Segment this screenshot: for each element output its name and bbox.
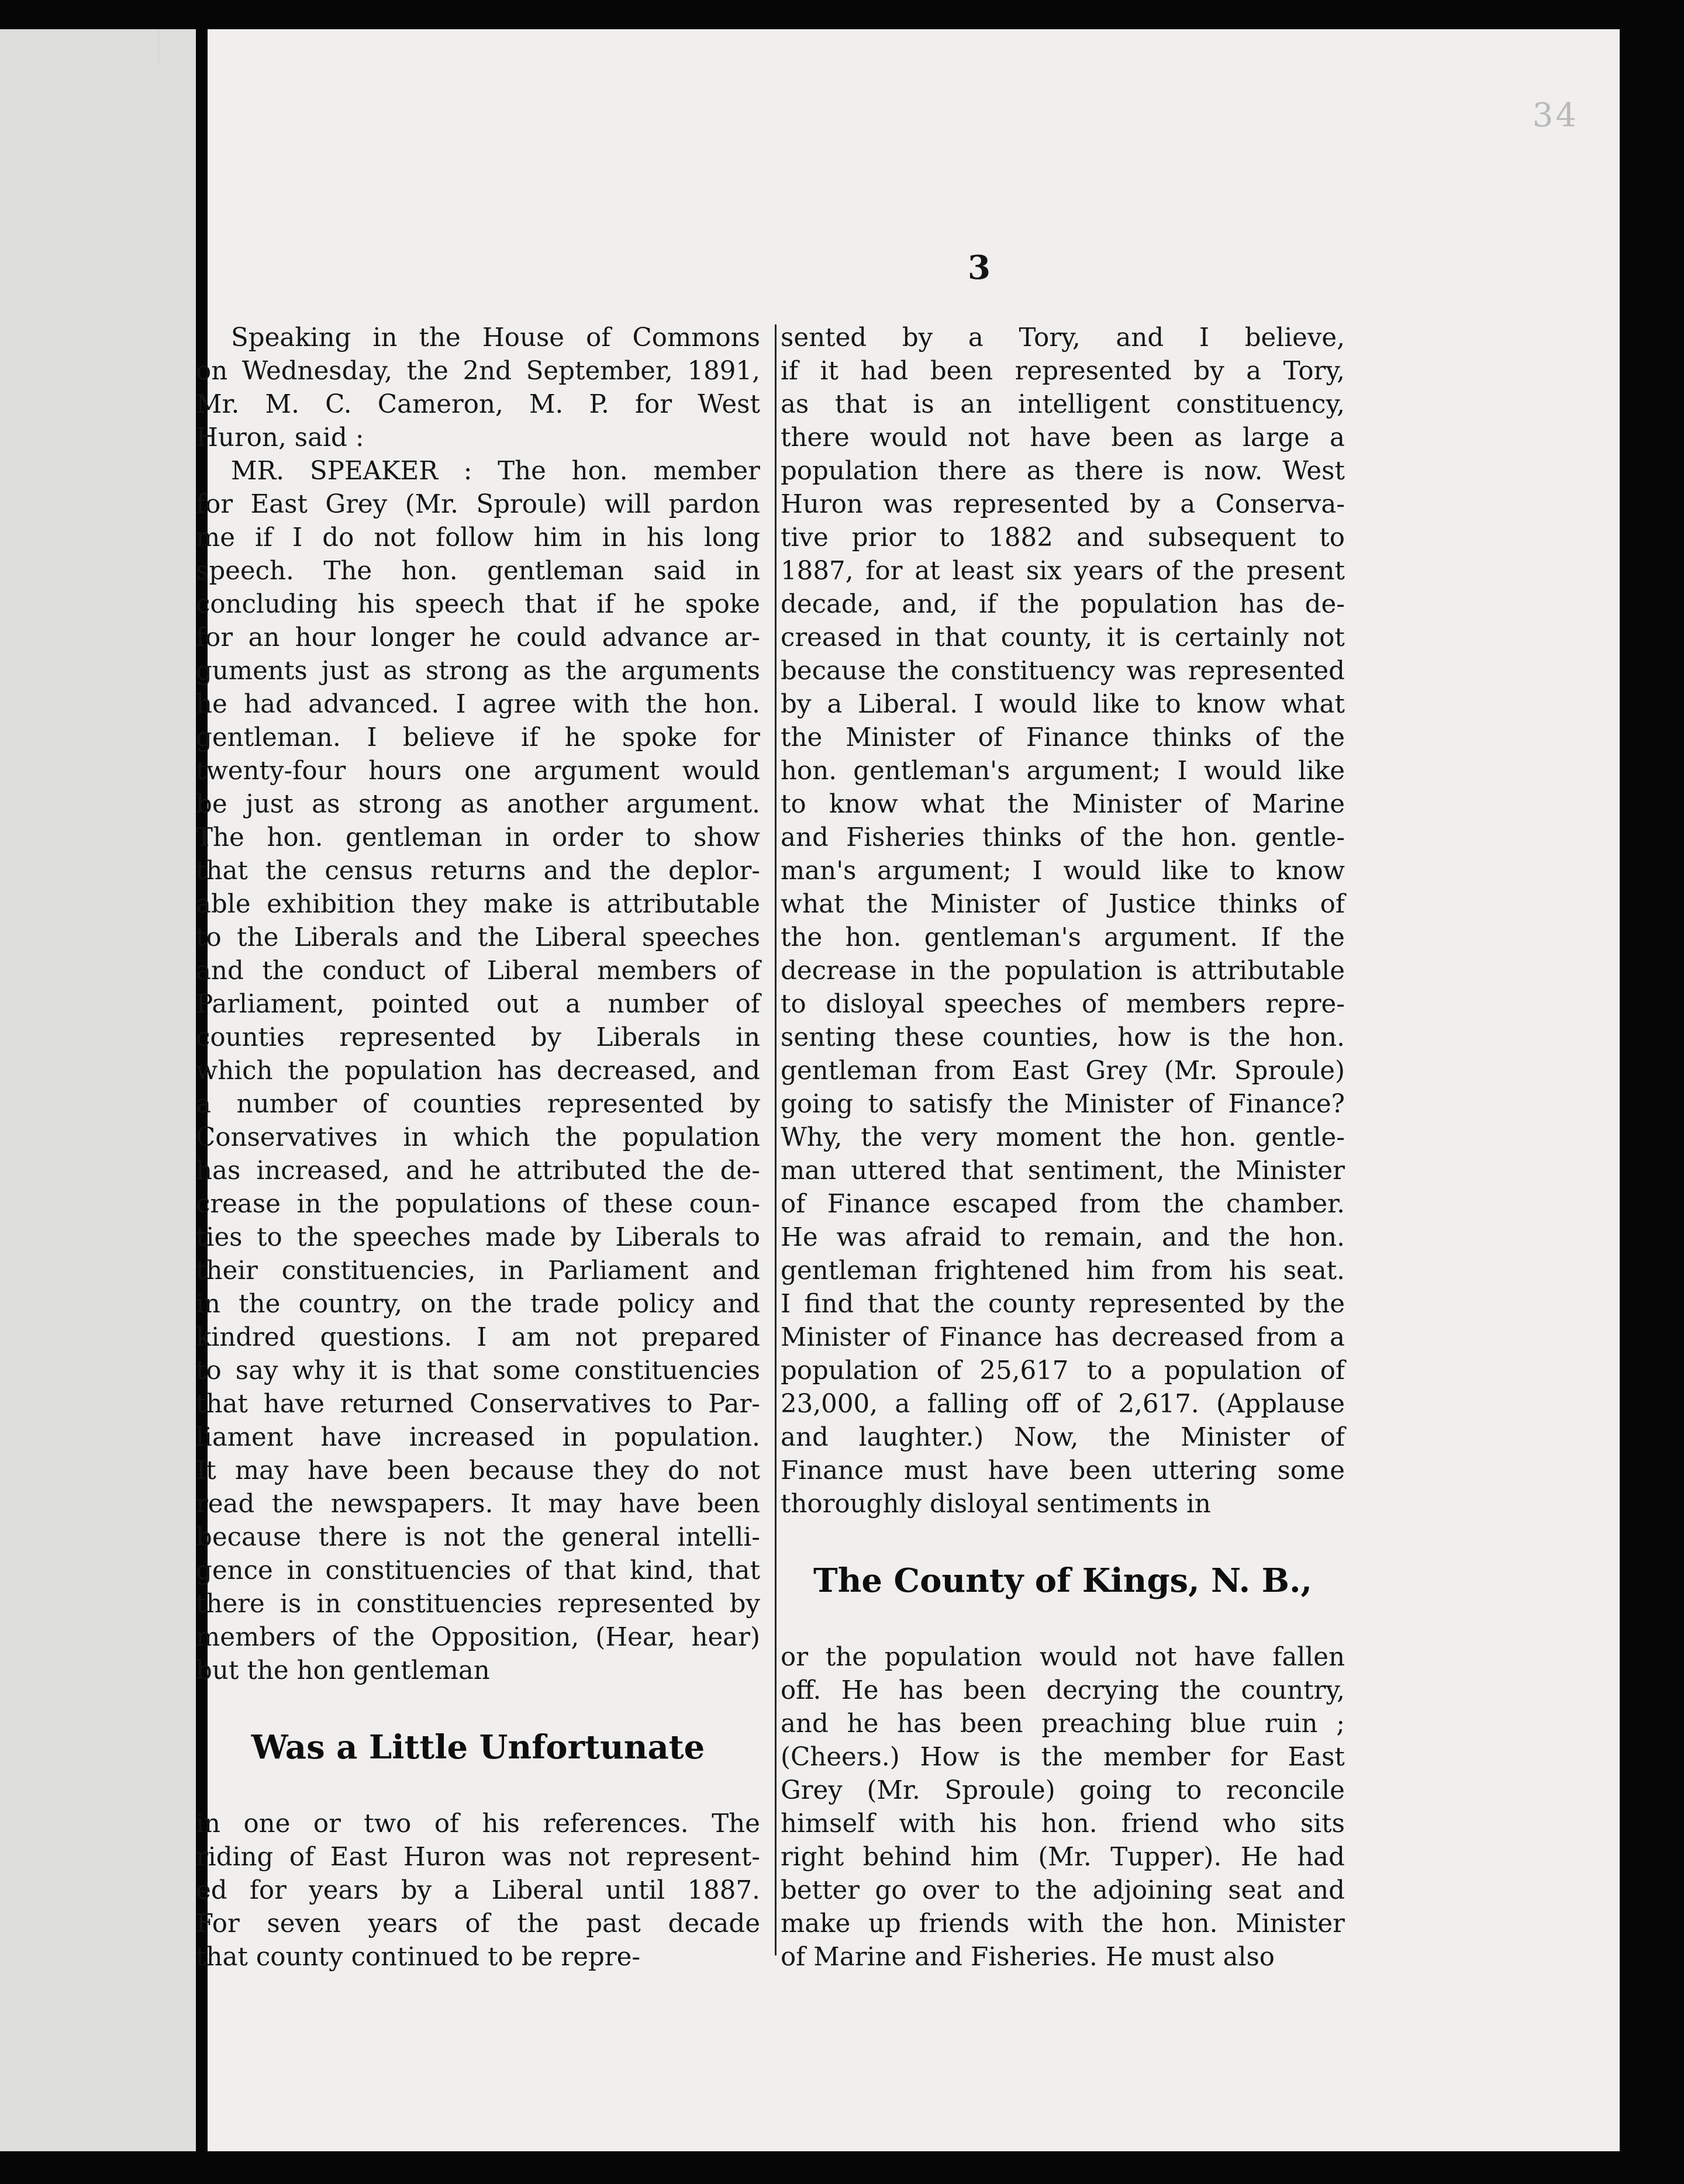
paragraph-intro [196, 322, 760, 455]
text-line: for East Grey (Mr. Sproule) will pardon [196, 490, 760, 519]
text-line: Grey (Mr. Sproule) going to reconcile [781, 1776, 1345, 1805]
text-line: hon. gentleman's argument; I would like [781, 756, 1345, 786]
paragraph-continued [781, 322, 1345, 1521]
text-line: to disloyal speeches of members repre- [781, 990, 1345, 1019]
text-line: to the Liberals and the Liberal speeches [196, 923, 760, 952]
text-line: has increased, and he attributed the de- [196, 1156, 760, 1186]
text-line: man uttered that sentiment, the Minister [781, 1156, 1345, 1186]
text-line: Mr. M. C. Cameron, M. P. for West [196, 390, 760, 419]
text-line: he had advanced. I agree with the hon. [196, 690, 760, 719]
text-line: their constituencies, in Parliament and [196, 1256, 760, 1285]
text-line: counties represented by Liberals in [196, 1023, 760, 1052]
text-line: in the country, on the trade policy and [196, 1290, 760, 1319]
text-line: that county continued to be repre- [196, 1943, 641, 1972]
paragraph-speech [196, 455, 760, 1688]
text-line: speech. The hon. gentleman said in [196, 557, 760, 586]
text-line: of Finance escaped from the chamber. [781, 1190, 1345, 1219]
text-line: better go over to the adjoining seat and [781, 1876, 1345, 1905]
text-line: decrease in the population is attributable [781, 956, 1345, 986]
text-line: going to satisfy the Minister of Finance? [781, 1090, 1345, 1119]
text-line: as that is an intelligent constituency, [781, 390, 1345, 419]
text-line: to know what the Minister of Marine [781, 790, 1345, 819]
text-line: a number of counties represented by [196, 1090, 760, 1119]
text-line: It may have been because they do not [196, 1456, 760, 1485]
text-line: The hon. gentleman in order to show [196, 823, 760, 852]
text-line: the hon. gentleman's argument. If the [781, 923, 1345, 952]
text-line: creased in that county, it is certainly not [781, 623, 1345, 652]
text-line: there would not have been as large a [781, 423, 1345, 452]
text-line: Minister of Finance has decreased from a [781, 1323, 1345, 1352]
corner-mark: 34 [1532, 96, 1579, 134]
right-column [781, 322, 1345, 1974]
text-line: what the Minister of Justice thinks of [781, 890, 1345, 919]
text-line: liament have increased in population. [196, 1423, 760, 1452]
text-line: that have returned Conservatives to Par- [196, 1390, 760, 1419]
text-line: able exhibition they make is attributable [196, 890, 760, 919]
text-line: for an hour longer he could advance ar- [196, 623, 760, 652]
text-line: to say why it is that some constituencies [196, 1356, 760, 1385]
text-line: MR. SPEAKER : The hon. member [231, 457, 760, 486]
text-line: kindred questions. I am not prepared [196, 1323, 760, 1352]
text-line: or the population would not have fallen [781, 1643, 1345, 1672]
text-line: the Minister of Finance thinks of the [781, 723, 1345, 752]
text-line: himself with his hon. friend who sits [781, 1809, 1345, 1839]
facing-page [0, 29, 196, 2151]
text-line: but the hon gentleman [196, 1656, 490, 1685]
text-line: that the census returns and the deplor- [196, 856, 760, 886]
text-line: For seven years of the past decade [196, 1909, 760, 1938]
left-column [196, 322, 760, 1974]
text-line: members of the Opposition, (Hear, hear) [196, 1623, 760, 1652]
text-line: read the newspapers. It may have been [196, 1490, 760, 1519]
text-line: tive prior to 1882 and subsequent to [781, 523, 1345, 552]
text-line: and laughter.) Now, the Minister of [781, 1423, 1345, 1452]
text-line: decade, and, if the population has de- [781, 590, 1345, 619]
text-line: senting these counties, how is the hon. [781, 1023, 1345, 1052]
text-line: ties to the speeches made by Liberals to [196, 1223, 760, 1252]
text-line: gence in constituencies of that kind, that [196, 1556, 760, 1585]
text-line: ed for years by a Liberal until 1887. [196, 1876, 760, 1905]
text-line: man's argument; I would like to know [781, 856, 1345, 886]
section-heading: Was a Little Unfortunate [251, 1728, 705, 1767]
paragraph-continued [196, 1808, 760, 1974]
text-line: crease in the populations of these coun- [196, 1190, 760, 1219]
text-line: (Cheers.) How is the member for East [781, 1743, 1345, 1772]
text-line: sented by a Tory, and I believe, [781, 323, 1345, 353]
page-number: 3 [968, 248, 991, 287]
text-line: Why, the very moment the hon. gentle- [781, 1123, 1345, 1152]
text-line: thoroughly disloyal sentiments in [781, 1490, 1211, 1519]
text-line: off. He has been decrying the country, [781, 1676, 1345, 1705]
text-line: and Fisheries thinks of the hon. gentle- [781, 823, 1345, 852]
text-line: riding of East Huron was not represent- [196, 1843, 760, 1872]
text-line: make up friends with the hon. Minister [781, 1909, 1345, 1938]
scan-artifact [158, 29, 160, 64]
text-line: because the constituency was represented [781, 656, 1345, 686]
text-line: He was afraid to remain, and the hon. [781, 1223, 1345, 1252]
text-line: there is in constituencies represented by [196, 1589, 760, 1619]
text-line: population of 25,617 to a population of [781, 1356, 1345, 1385]
text-line: Speaking in the House of Commons [231, 323, 760, 353]
text-line: concluding his speech that if he spoke [196, 590, 760, 619]
text-line: and the conduct of Liberal members of [196, 956, 760, 986]
text-line: right behind him (Mr. Tupper). He had [781, 1843, 1345, 1872]
text-line: gentleman. I believe if he spoke for [196, 723, 760, 752]
text-line: because there is not the general intelli- [196, 1523, 760, 1552]
text-line: 1887, for at least six years of the present [781, 557, 1345, 586]
text-line: in one or two of his references. The [196, 1809, 760, 1839]
column-divider [775, 324, 777, 1955]
text-line: by a Liberal. I would like to know what [781, 690, 1345, 719]
text-line: if it had been represented by a Tory, [781, 357, 1345, 386]
text-line: gentleman from East Grey (Mr. Sproule) [781, 1056, 1345, 1086]
text-line: Conservatives in which the population [196, 1123, 760, 1152]
text-line: gentleman frightened him from his seat. [781, 1256, 1345, 1285]
text-line: me if I do not follow him in his long [196, 523, 760, 552]
text-line: twenty-four hours one argument would [196, 756, 760, 786]
text-line: Huron, said : [196, 423, 364, 452]
text-line: guments just as strong as the arguments [196, 656, 760, 686]
text-line: Huron was represented by a Conserva- [781, 490, 1345, 519]
text-line: population there as there is now. West [781, 457, 1345, 486]
paragraph-continued [781, 1641, 1345, 1974]
text-line: which the population has decreased, and [196, 1056, 760, 1086]
text-line: be just as strong as another argument. [196, 790, 760, 819]
text-line: on Wednesday, the 2nd September, 1891, [196, 357, 760, 386]
text-line: Finance must have been uttering some [781, 1456, 1345, 1485]
text-line: of Marine and Fisheries. He must also [781, 1943, 1275, 1972]
text-line: 23,000, a falling off of 2,617. (Applause [781, 1390, 1345, 1419]
text-line: and he has been preaching blue ruin ; [781, 1709, 1345, 1739]
text-line: I find that the county represented by the [781, 1290, 1345, 1319]
text-line: Parliament, pointed out a number of [196, 990, 760, 1019]
section-heading: The County of Kings, N. B., [813, 1561, 1312, 1600]
